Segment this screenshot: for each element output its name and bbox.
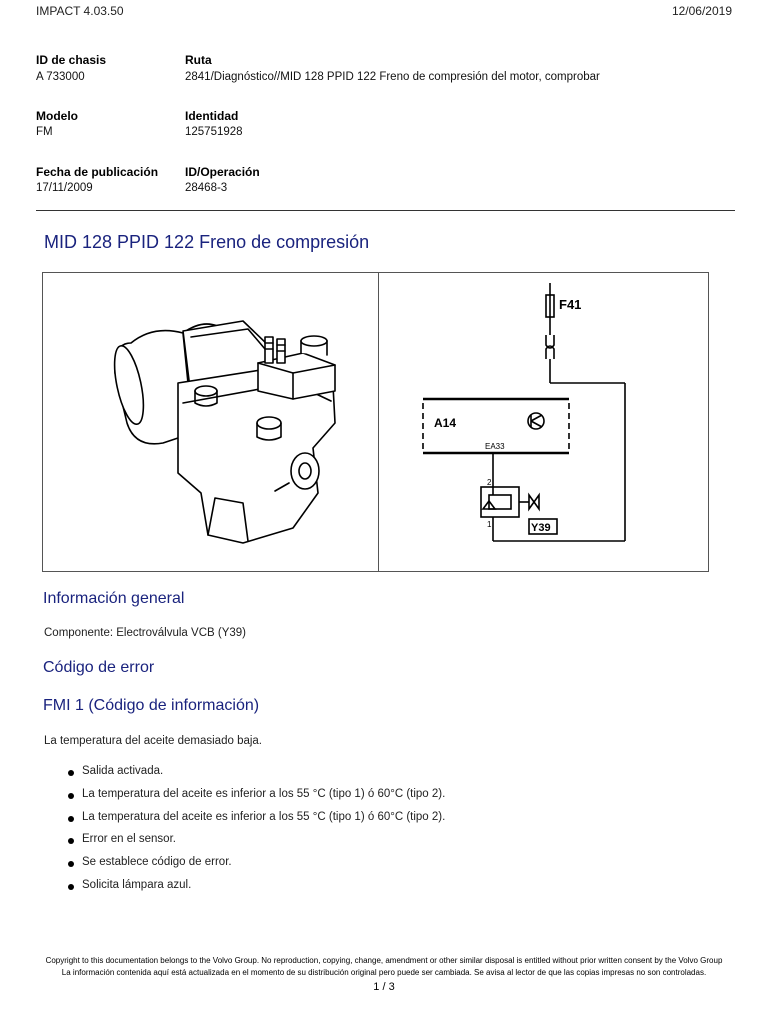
list-item: Salida activada. xyxy=(62,765,445,788)
identity-label: Identidad xyxy=(185,109,239,123)
fmi-heading: FMI 1 (Código de información) xyxy=(43,697,260,714)
wiring-diagram xyxy=(379,273,709,571)
fmi-description: La temperatura del aceite demasiado baja. xyxy=(44,735,263,747)
app-version: IMPACT 4.03.50 xyxy=(36,4,124,18)
list-item: Solicita lámpara azul. xyxy=(62,879,445,902)
valve-label: Y39 xyxy=(531,522,551,534)
print-date: 12/06/2019 xyxy=(671,4,732,18)
chassis-value: A 733000 xyxy=(36,71,85,83)
valve-illustration xyxy=(43,273,378,571)
list-item: La temperatura del aceite es inferior a los 55 °C (tipo 1) ó 60°C (tipo 2). xyxy=(62,788,445,811)
fuse-label: F41 xyxy=(559,297,582,312)
top-bar xyxy=(36,4,732,20)
pin-top-label: 2 xyxy=(487,478,492,487)
connector-label: EA33 xyxy=(485,442,505,451)
route-label: Ruta xyxy=(185,53,212,67)
header-divider xyxy=(36,210,735,211)
model-value: FM xyxy=(36,126,53,138)
distribution-notice: La información contenida aquí está actualizada en el momento de su distribución original pero puede ser cambiada. Se avisa al lector de que las copias impresas no son controladas. xyxy=(61,968,707,977)
page-title: MID 128 PPID 122 Freno de compresión xyxy=(44,232,370,252)
operation-label: ID/Operación xyxy=(185,165,260,179)
copyright-notice: Copyright to this documentation belongs to the Volvo Group. No reproduction, copying, change, amendment or other similar disposal is entitled without prior written consent by the Volvo Group xyxy=(45,956,723,965)
page-number: 1 / 3 xyxy=(373,981,395,993)
route-value: 2841/Diagnóstico//MID 128 PPID 122 Freno de compresión del motor, comprobar xyxy=(185,71,600,83)
list-item: Se establece código de error. xyxy=(62,856,445,879)
error-code-heading: Código de error xyxy=(43,659,155,676)
list-item: Error en el sensor. xyxy=(62,833,445,856)
page-footer xyxy=(28,955,740,993)
component-figure xyxy=(42,272,709,572)
ecu-label: A14 xyxy=(434,416,457,430)
model-label: Modelo xyxy=(36,109,78,123)
pubdate-value: 17/11/2009 xyxy=(36,182,93,194)
pin-bottom-label: 1 xyxy=(487,520,492,529)
identity-value: 125751928 xyxy=(185,126,243,138)
chassis-label: ID de chasis xyxy=(36,53,107,67)
operation-value: 28468-3 xyxy=(185,182,228,194)
pubdate-label: Fecha de publicación xyxy=(36,165,159,179)
component-text: Componente: Electroválvula VCB (Y39) xyxy=(44,627,246,639)
list-item: La temperatura del aceite es inferior a los 55 °C (tipo 1) ó 60°C (tipo 2). xyxy=(62,811,445,834)
general-info-heading: Información general xyxy=(43,590,185,607)
condition-list xyxy=(62,765,445,902)
